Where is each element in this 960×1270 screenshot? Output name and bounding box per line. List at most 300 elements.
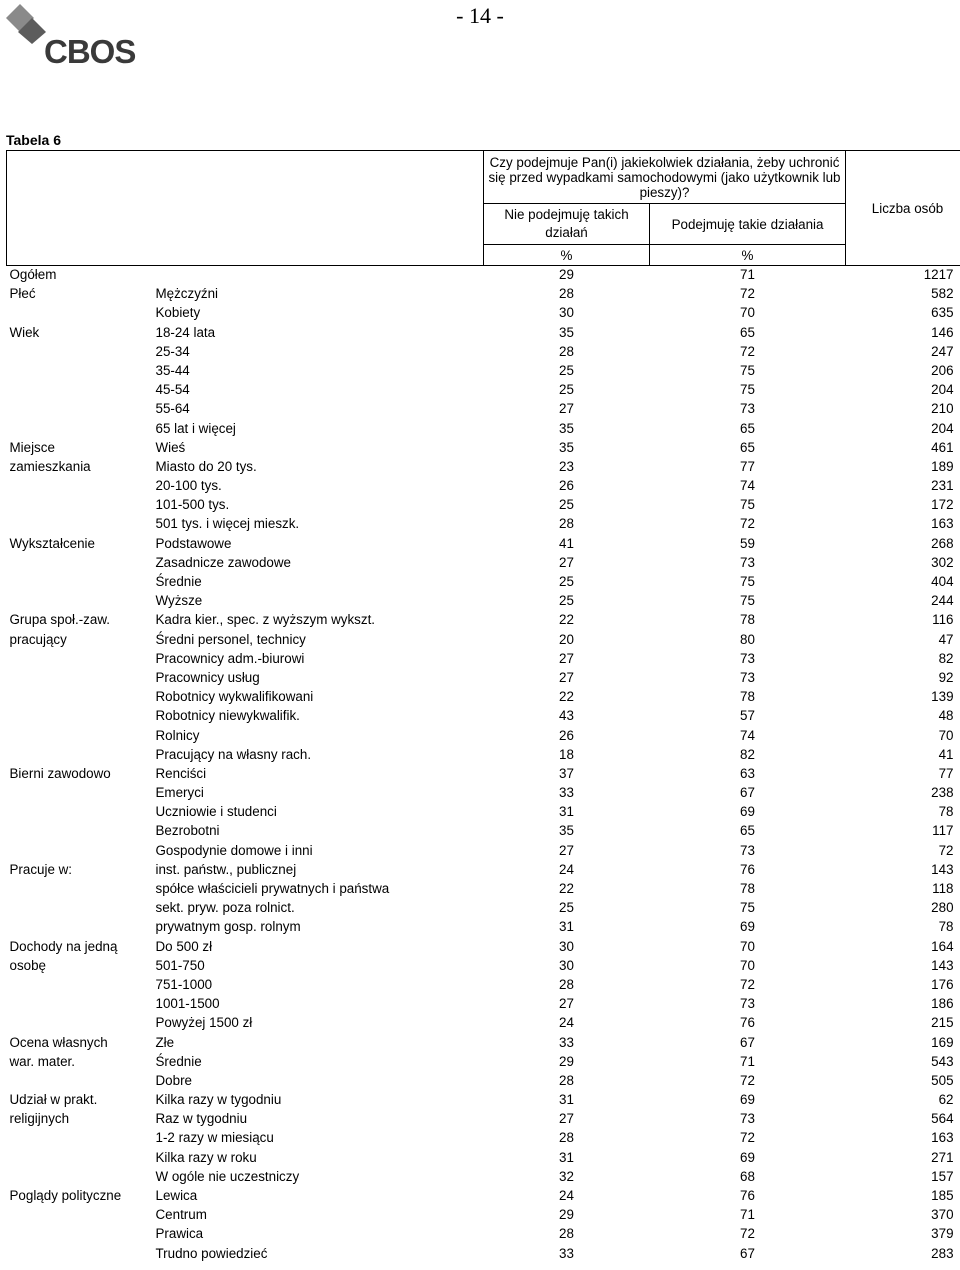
row-group-label (7, 707, 152, 726)
row-label: 55-64 (155, 401, 190, 417)
row-label: 20-100 tys. (155, 478, 222, 494)
row-group-label: Wiek (9, 324, 40, 340)
table-row (7, 784, 960, 803)
value-count: 564 (931, 1111, 954, 1127)
row-label: Dobre (155, 1072, 192, 1088)
table-row (7, 976, 960, 995)
value-yes: 65 (740, 324, 755, 340)
value-yes: 68 (740, 1168, 755, 1184)
row-label: Uczniowie i studenci (155, 804, 277, 820)
row-label: Trudno powiedzieć (155, 1245, 268, 1261)
value-no: 22 (559, 881, 574, 896)
value-count: 92 (938, 669, 954, 685)
table-row (7, 1245, 960, 1264)
row-label: Prawica (155, 1226, 204, 1242)
value-count: 1217 (923, 267, 954, 282)
value-no: 33 (559, 1034, 574, 1050)
value-no: 23 (559, 458, 574, 474)
value-count: 62 (938, 1092, 954, 1108)
value-no: 28 (559, 516, 574, 532)
value-no: 22 (559, 689, 574, 705)
table-row (7, 535, 960, 554)
value-no: 35 (559, 439, 574, 455)
table-row (7, 1168, 960, 1187)
table-row (7, 266, 960, 286)
value-yes: 73 (740, 842, 755, 858)
table-row (7, 343, 960, 362)
value-count: 48 (938, 708, 954, 724)
table-row (7, 1034, 960, 1053)
value-count: 283 (931, 1245, 954, 1261)
value-yes: 78 (740, 612, 755, 628)
table-row (7, 285, 960, 304)
value-count: 505 (931, 1072, 954, 1088)
value-no: 31 (559, 1092, 574, 1108)
row-label: Raz w tygodniu (155, 1111, 248, 1127)
table-row (7, 592, 960, 611)
value-yes: 57 (740, 708, 755, 724)
row-group-label (7, 381, 152, 400)
row-label: prywatnym gosp. rolnym (155, 919, 301, 935)
value-no: 27 (559, 650, 574, 666)
row-label: Pracownicy adm.-biurowi (155, 650, 305, 666)
value-count: 143 (931, 861, 954, 877)
row-group-label: religijnych (9, 1111, 70, 1127)
value-yes: 73 (740, 996, 755, 1012)
value-count: 244 (931, 593, 954, 609)
row-group-label: war. mater. (9, 1053, 75, 1069)
row-group-label: Dochody na jedną (9, 938, 118, 954)
row-group-label (7, 803, 152, 822)
row-group-label: Wykształcenie (9, 535, 95, 551)
table-row (7, 554, 960, 573)
value-yes: 78 (740, 881, 755, 896)
table-row (7, 381, 960, 400)
value-no: 20 (559, 631, 574, 647)
header-question: Czy podejmuje Pan(i) jakiekolwiek działania, żeby uchronić się przed wypadkami samochodowymi (jako użytkownik lub pieszy)? (484, 151, 846, 204)
value-count: 143 (931, 957, 954, 973)
value-no: 25 (559, 497, 574, 513)
row-group-label: Ocena własnych (9, 1034, 108, 1050)
row-group-label (7, 650, 152, 669)
value-count: 78 (938, 804, 954, 820)
logo-wordmark: CBOS (44, 33, 136, 70)
table-row (7, 400, 960, 419)
table-row (7, 611, 960, 630)
value-no: 31 (559, 1149, 574, 1165)
row-group-label (7, 496, 152, 515)
row-label: 25-34 (155, 343, 190, 359)
value-yes: 69 (740, 919, 755, 935)
row-label: Kilka razy w tygodniu (155, 1092, 282, 1108)
value-yes: 59 (740, 535, 755, 551)
value-yes: 67 (740, 1034, 755, 1050)
row-label: 45-54 (155, 382, 190, 398)
row-group-label (7, 573, 152, 592)
table-row (7, 650, 960, 669)
value-yes: 74 (740, 478, 755, 494)
header-col-no: Nie podejmuję takich działań (484, 204, 650, 245)
row-label: Do 500 zł (155, 938, 213, 954)
table-row (7, 938, 960, 957)
page-number: - 14 - (456, 3, 504, 28)
value-no: 22 (559, 612, 574, 628)
value-yes: 67 (740, 1245, 755, 1261)
value-count: 231 (931, 478, 954, 494)
value-count: 164 (931, 938, 954, 954)
row-label: Emeryci (155, 785, 204, 801)
row-label: Miasto do 20 tys. (155, 458, 257, 474)
row-label: Zasadnicze zawodowe (155, 554, 291, 570)
value-no: 28 (559, 1130, 574, 1146)
value-yes: 76 (740, 1188, 755, 1203)
table-row (7, 439, 960, 458)
table-row (7, 515, 960, 534)
row-group-label: pracujący (9, 631, 67, 647)
value-no: 27 (559, 669, 574, 685)
table-row (7, 1129, 960, 1148)
row-label: Gospodynie domowe i inni (155, 842, 313, 858)
value-count: 206 (931, 362, 954, 378)
value-no: 25 (559, 382, 574, 398)
value-no: 35 (559, 823, 574, 839)
row-group-label (7, 918, 152, 937)
value-no: 31 (559, 804, 574, 820)
value-count: 176 (931, 976, 954, 992)
row-group-label (7, 304, 152, 323)
value-yes: 72 (740, 343, 755, 359)
value-count: 404 (931, 574, 954, 589)
row-group-label (7, 343, 152, 362)
row-group-label: Ogółem (9, 267, 57, 282)
value-yes: 75 (740, 900, 755, 916)
value-yes: 75 (740, 574, 755, 589)
header-pct-no: % (484, 245, 650, 266)
row-label: Powyżej 1500 zł (155, 1015, 253, 1031)
value-count: 77 (938, 765, 954, 781)
value-count: 280 (931, 900, 954, 916)
table-row (7, 746, 960, 765)
row-label: 35-44 (155, 362, 190, 378)
value-no: 32 (559, 1168, 574, 1184)
value-count: 271 (931, 1149, 954, 1165)
header-count: Liczba osób (846, 151, 960, 266)
table-title: Tabela 6 (6, 132, 61, 148)
value-no: 33 (559, 785, 574, 801)
value-no: 25 (559, 593, 574, 609)
row-group-label (7, 1014, 152, 1033)
value-yes: 73 (740, 554, 755, 570)
value-yes: 70 (740, 305, 755, 321)
row-group-label: Pracuje w: (9, 861, 73, 877)
value-no: 28 (559, 286, 574, 302)
value-yes: 69 (740, 1149, 755, 1165)
table-row (7, 918, 960, 937)
table-row (7, 1110, 960, 1129)
value-count: 302 (931, 554, 954, 570)
value-count: 72 (938, 842, 954, 858)
value-no: 26 (559, 478, 574, 494)
table-row (7, 995, 960, 1014)
value-count: 172 (931, 497, 954, 513)
row-label: 501 tys. i więcej mieszk. (155, 516, 300, 532)
value-yes: 67 (740, 785, 755, 801)
value-yes: 72 (740, 976, 755, 992)
value-no: 30 (559, 957, 574, 973)
row-label: sekt. pryw. poza rolnict. (155, 900, 295, 916)
table-row (7, 1014, 960, 1033)
value-count: 204 (931, 420, 954, 436)
table-row (7, 573, 960, 592)
value-count: 163 (931, 516, 954, 532)
value-no: 28 (559, 1072, 574, 1088)
value-yes: 75 (740, 497, 755, 513)
value-yes: 69 (740, 1092, 755, 1108)
value-count: 247 (931, 343, 954, 359)
row-label: Robotnicy niewykwalifik. (155, 708, 300, 724)
table-row (7, 1206, 960, 1225)
row-label: 101-500 tys. (155, 497, 230, 513)
row-group-label (7, 554, 152, 573)
value-count: 210 (931, 401, 954, 417)
value-no: 29 (559, 267, 574, 282)
row-label: Średni personel, technicy (155, 631, 306, 647)
value-yes: 82 (740, 746, 755, 762)
row-group-label (7, 822, 152, 841)
row-group-label (7, 976, 152, 995)
table-row (7, 822, 960, 841)
value-yes: 77 (740, 458, 755, 474)
value-yes: 73 (740, 1111, 755, 1127)
row-group-label (7, 515, 152, 534)
value-yes: 72 (740, 1072, 755, 1088)
row-group-label: osobę (9, 957, 46, 973)
value-yes: 70 (740, 957, 755, 973)
value-no: 31 (559, 919, 574, 935)
value-count: 78 (938, 919, 954, 935)
table-row (7, 880, 960, 899)
table-row (7, 631, 960, 650)
value-no: 27 (559, 842, 574, 858)
value-count: 169 (931, 1034, 954, 1050)
value-no: 27 (559, 1111, 574, 1127)
row-group-label: Grupa społ.-zaw. (9, 612, 110, 628)
row-label: Pracownicy usług (155, 669, 260, 685)
table-row (7, 957, 960, 976)
row-label: spółce właścicieli prywatnych i państwa (155, 881, 390, 896)
table-row (7, 1149, 960, 1168)
row-label: Robotnicy wykwalifikowani (155, 689, 314, 705)
value-no: 30 (559, 938, 574, 954)
value-no: 35 (559, 324, 574, 340)
row-group-label (7, 880, 152, 899)
row-group-label: Płeć (9, 286, 36, 302)
value-no: 29 (559, 1207, 574, 1223)
value-yes: 73 (740, 669, 755, 685)
table-row (7, 1225, 960, 1244)
table-row (7, 1091, 960, 1110)
value-count: 146 (931, 324, 954, 340)
value-count: 370 (931, 1207, 954, 1223)
value-no: 35 (559, 420, 574, 436)
value-count: 238 (931, 785, 954, 801)
value-yes: 72 (740, 286, 755, 302)
row-label: Mężczyźni (155, 286, 219, 302)
row-group-label (7, 1149, 152, 1168)
table-row (7, 727, 960, 746)
value-count: 635 (931, 305, 954, 321)
table-row (7, 477, 960, 496)
value-no: 27 (559, 996, 574, 1012)
value-yes: 76 (740, 1015, 755, 1031)
value-count: 268 (931, 535, 954, 551)
table-row (7, 803, 960, 822)
row-label: 751-1000 (155, 976, 213, 992)
value-count: 117 (932, 823, 954, 839)
row-group-label (7, 784, 152, 803)
value-yes: 71 (740, 1207, 755, 1223)
value-yes: 80 (740, 631, 755, 647)
value-count: 189 (931, 458, 954, 474)
row-group-label (7, 1129, 152, 1148)
table-row (7, 765, 960, 784)
row-label: Wyższe (155, 593, 203, 609)
value-count: 582 (931, 286, 954, 302)
row-group-label (7, 995, 152, 1014)
row-label: Średnie (155, 574, 202, 589)
row-label: W ogóle nie uczestniczy (155, 1168, 300, 1184)
table-row (7, 1072, 960, 1091)
row-group-label (7, 1072, 152, 1091)
value-yes: 72 (740, 1130, 755, 1146)
value-yes: 78 (740, 689, 755, 705)
value-no: 28 (559, 343, 574, 359)
value-yes: 74 (740, 727, 755, 743)
row-label: Centrum (155, 1207, 207, 1223)
value-yes: 73 (740, 401, 755, 417)
row-group-label: Miejsce (9, 439, 55, 455)
value-no: 24 (559, 1188, 574, 1203)
row-label: 18-24 lata (155, 324, 216, 340)
row-label: Rolnicy (155, 727, 200, 743)
value-yes: 71 (740, 1053, 755, 1069)
value-no: 33 (559, 1245, 574, 1261)
row-label: Kobiety (155, 305, 201, 321)
header-empty-cell (7, 151, 152, 266)
value-yes: 73 (740, 650, 755, 666)
value-yes: 71 (740, 267, 755, 282)
row-group-label: Bierni zawodowo (9, 765, 111, 781)
row-label: Podstawowe (155, 535, 232, 551)
row-group-label (7, 1245, 152, 1264)
row-label: 1001-1500 (155, 996, 220, 1012)
header-col-yes: Podejmuję takie działania (650, 204, 846, 245)
table-row (7, 688, 960, 707)
value-no: 30 (559, 305, 574, 321)
row-label: Wieś (155, 439, 186, 455)
value-count: 215 (931, 1015, 954, 1031)
row-group-label (7, 420, 152, 439)
value-count: 185 (931, 1188, 954, 1203)
table-row (7, 842, 960, 861)
data-table (6, 150, 960, 1264)
row-label: 65 lat i więcej (155, 420, 236, 436)
value-no: 37 (559, 765, 574, 781)
value-yes: 69 (740, 804, 755, 820)
row-label: 501-750 (155, 957, 205, 973)
row-group-label (7, 1206, 152, 1225)
value-count: 47 (938, 631, 954, 647)
row-label: inst. państw., publicznej (155, 861, 297, 877)
row-label: Lewica (155, 1188, 198, 1203)
row-label: Kilka razy w roku (155, 1149, 257, 1165)
table-row (7, 669, 960, 688)
value-no: 24 (559, 861, 574, 877)
row-group-label (7, 669, 152, 688)
row-group-label (7, 899, 152, 918)
table-row (7, 324, 960, 343)
row-group-label (7, 592, 152, 611)
value-no: 43 (559, 708, 574, 724)
value-no: 25 (559, 900, 574, 916)
header-pct-yes: % (650, 245, 846, 266)
row-group-label (7, 1225, 152, 1244)
row-label: Bezrobotni (155, 823, 220, 839)
table-row (7, 899, 960, 918)
value-no: 25 (559, 362, 574, 378)
value-no: 24 (559, 1015, 574, 1031)
table-row (7, 1187, 960, 1206)
value-count: 70 (938, 727, 954, 743)
row-label: Złe (155, 1034, 175, 1050)
row-group-label (7, 477, 152, 496)
value-count: 186 (931, 996, 954, 1012)
value-yes: 75 (740, 362, 755, 378)
value-count: 379 (931, 1226, 954, 1242)
row-label: Pracujący na własny rach. (155, 746, 312, 762)
value-yes: 70 (740, 938, 755, 954)
value-no: 27 (559, 554, 574, 570)
table-row (7, 420, 960, 439)
table-row (7, 304, 960, 323)
header-row-question (7, 151, 960, 204)
value-no: 25 (559, 574, 574, 589)
value-count: 82 (938, 650, 954, 666)
value-no: 28 (559, 1226, 574, 1242)
value-yes: 76 (740, 861, 755, 877)
value-yes: 65 (740, 420, 755, 436)
row-group-label: Poglądy polityczne (9, 1188, 122, 1203)
row-group-label (7, 746, 152, 765)
row-group-label (7, 842, 152, 861)
value-yes: 75 (740, 382, 755, 398)
value-yes: 72 (740, 516, 755, 532)
value-no: 27 (559, 401, 574, 417)
value-count: 116 (932, 612, 954, 628)
row-group-label (7, 362, 152, 381)
row-label: Renciści (155, 765, 207, 781)
row-group-label (7, 727, 152, 746)
value-yes: 72 (740, 1226, 755, 1242)
value-count: 543 (931, 1053, 954, 1069)
row-group-label (7, 688, 152, 707)
value-yes: 65 (740, 823, 755, 839)
row-label: Średnie (155, 1053, 202, 1069)
header-empty-cell (152, 151, 484, 266)
value-no: 28 (559, 976, 574, 992)
table-row (7, 707, 960, 726)
table-row (7, 1053, 960, 1072)
